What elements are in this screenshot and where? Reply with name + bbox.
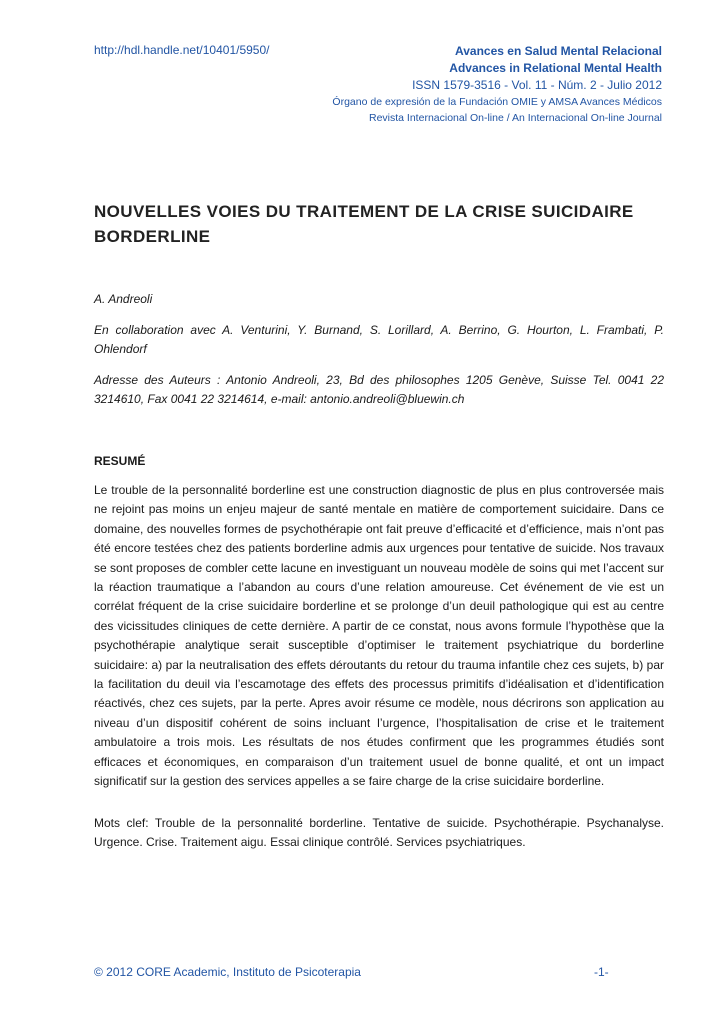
handle-link[interactable]: http://hdl.handle.net/10401/5950/ bbox=[94, 43, 270, 57]
collaboration-line: En collaboration avec A. Venturini, Y. Burnand, S. Lorillard, A. Berrino, G. Hourton, L. Frambati, P. Ohlendorf bbox=[94, 323, 664, 356]
address-line: Adresse des Auteurs : Antonio Andreoli, 23, Bd des philosophes 1205 Genève, Suisse Tel. 0041 22 3214610, Fax 0041 22 3214614, e-mail: antonio.andreoli@bluewin.ch bbox=[94, 373, 664, 406]
abstract-text: Le trouble de la personnalité borderline est une construction diagnostic de plus en plus controversée mais ne rejoint pas moins un enjeu majeur de santé mentale en matière de comportement suicidaire. Dans ce domaine, des nouvelles formes de psychothérapie ont fait preuve d’efficacité et d’efficience, mais n’ont pas été encore testées chez des patients borderline admis aux urgences pour tentative de suicide. Nos travaux se sont proposes de combler cette lacune en investiguant un nouveau modèle de soins qui met l’accent sur la réaction traumatique a l’abandon au cours d’une relation amoureuse. Cet événement de vie est un corrélat fréquent de la crise suicidaire borderline et se prolonge d’un deuil pathologique qui est au centre des vicissitudes cliniques de cette dernière. A partir de ce constat, nous avons formule l’hypothèse que la psychothérapie analytique serait susceptible d’optimiser le traitement psychiatrique du borderline suicidaire: a) par la neutralisation des effets déroutants du retour du trauma infantile chez ces sujets, b) par la facilitation du deuil via l’escamotage des effets des processus primitifs d’idéalisation et d’identification réactivés, chez ces sujets, par la perte. Apres avoir résume ce modèle, nous décrirons son application au niveau d’un dispositif cohérent de soins incluant l’urgence, l’hospitalisation de crise et le traitement ambulatoire a trois mois. Les résultats de nos études confirment que les programmes étudiés sont efficaces et économiques, en comparaison d’un traitement usuel de bonne qualité, et ont un impact significatif sur la gestion des services appelles a se faire charge de la crise suicidaire borderline. bbox=[94, 483, 664, 789]
keywords-text: Mots clef: Trouble de la personnalité borderline. Tentative de suicide. Psychothérapie. Psychanalyse. Urgence. Crise. Traitement aigu. Essai clinique contrôlé. Services psychiatriques. bbox=[94, 816, 664, 850]
abstract-heading: RESUMÉ bbox=[94, 454, 146, 468]
organ-line: Órgano de expresión de la Fundación OMIE y AMSA Avances Médicos bbox=[332, 96, 662, 108]
journal-name-es: Avances en Salud Mental Relacional bbox=[455, 44, 662, 58]
author-line: A. Andreoli bbox=[94, 292, 153, 306]
page-number: -1- bbox=[594, 965, 609, 979]
review-line: Revista Internacional On-line / An Internacional On-line Journal bbox=[369, 112, 662, 124]
issn-line: ISSN 1579-3516 - Vol. 11 - Núm. 2 - Julio 2012 bbox=[412, 78, 662, 92]
footer-copyright: © 2012 CORE Academic, Instituto de Psicoterapia bbox=[94, 965, 361, 979]
journal-name-en: Advances in Relational Mental Health bbox=[449, 61, 662, 75]
journal-header bbox=[242, 43, 662, 126]
article-title: NOUVELLES VOIES DU TRAITEMENT DE LA CRISE SUICIDAIRE BORDERLINE bbox=[94, 202, 634, 246]
